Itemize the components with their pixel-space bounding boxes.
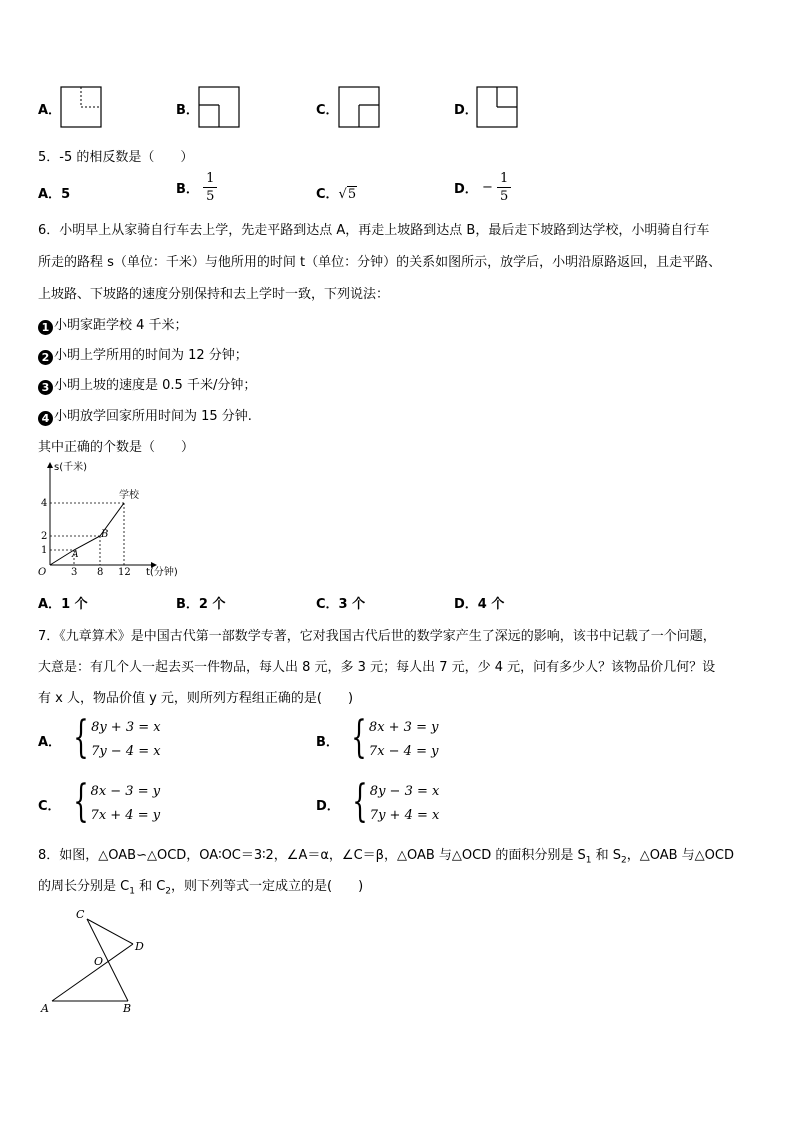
q6-statement-3: 3 小明上坡的速度是 0.5 千米/分钟； — [38, 374, 256, 395]
q7-line-1: 7．《九章算术》是中国古代第一部数学专著，它对我国古代后世的数学家产生了深远的影响，该书中记载了一个问题， — [38, 629, 716, 644]
q8-line-2: 的周长分别是 $C_1$ 和 $C_2$，则下列等式一定成立的是( ) — [38, 879, 364, 897]
q4-option-b-label: B． — [176, 103, 199, 118]
q4-option-c-label: C． — [316, 103, 339, 118]
q6-line-1: 6．小明早上从家骑自行车去上学，先走平路到达点 A，再走上坡路到达点 B，最后走下坡路到达学校，小明骑自行车 — [38, 223, 710, 238]
vertex-b-label: B — [123, 1002, 132, 1015]
y-tick-4: 4 — [41, 498, 48, 509]
q6-option-a: A．1 个 — [38, 597, 88, 612]
brace-icon: { — [352, 776, 368, 827]
circled-number-icon: 4 — [38, 411, 53, 426]
brace-icon: { — [351, 712, 367, 763]
path-line — [50, 503, 124, 565]
q7-option-d: D． { 8y − 3 = x 7y + 4 = x — [316, 776, 440, 827]
q6-line-3: 上坡路、下坡路的速度分别保持和去上学时一致，下列说法： — [38, 287, 390, 302]
q6-statement-2: 2 小明上学所用的时间为 12 分钟； — [38, 344, 248, 365]
point-b-label: B — [101, 529, 109, 540]
q5-option-c: C．√5 — [316, 187, 357, 202]
q4-option-b-figure — [198, 86, 240, 128]
q7-option-c: C． { 8x − 3 = y 7x + 4 = y — [38, 776, 161, 827]
q4-option-a-figure — [60, 86, 102, 128]
q4-option-d-figure — [476, 86, 518, 128]
q6-statement-1: 1 小明家距学校 4 千米； — [38, 314, 188, 335]
y-axis-label: s(千米) — [54, 462, 88, 473]
circled-number-icon: 3 — [38, 380, 53, 395]
q6-option-c: C．3 个 — [316, 597, 366, 612]
q5-stem: 5．-5 的相反数是（ ） — [38, 150, 194, 165]
segment-ad — [52, 944, 133, 1001]
x-axis-label: t(分钟) — [146, 567, 178, 578]
fraction: $\frac{1}{5}$ — [497, 172, 511, 203]
vertex-d-label: D — [135, 940, 144, 953]
origin-label: O — [38, 567, 47, 578]
q6-line-2: 所走的路程 s（单位：千米）与他所用的时间 t（单位：分钟）的关系如图所示，放学后，小明沿原路返回，且走平路、 — [38, 255, 722, 270]
circled-number-icon: 2 — [38, 350, 53, 365]
fraction: $\frac{1}{5}$ — [203, 172, 217, 203]
vertex-c-label: C — [76, 908, 85, 921]
q4-option-d-label: D． — [454, 103, 478, 118]
y-tick-1: 1 — [41, 545, 48, 556]
point-a-label: A — [72, 550, 79, 560]
q7-line-2: 大意是：有几个人一起去买一件物品，每人出 8 元，多 3 元；每人出 7 元，少 4 元，问有多少人？该物品价几何？设 — [38, 660, 716, 675]
x-tick-12: 12 — [118, 567, 131, 578]
q5-option-a: A．5 — [38, 187, 71, 202]
x-tick-3: 3 — [71, 567, 78, 578]
vertex-a-label: A — [41, 1002, 49, 1015]
q5-option-d: D． − $\frac{1}{5}$ — [454, 172, 511, 203]
q6-statement-4: 4 小明放学回家所用时间为 15 分钟. — [38, 405, 252, 426]
q4-option-c-figure — [338, 86, 380, 128]
q7-option-b: B． { 8x + 3 = y 7x − 4 = y — [316, 712, 439, 763]
y-tick-2: 2 — [41, 531, 48, 542]
q7-option-a: A． { 8y + 3 = x 7y − 4 = x — [38, 712, 161, 763]
q8-line-1: 8．如图，△OAB∽△OCD，OA∶OC＝3∶2，∠A＝α，∠C＝β，△OAB 与△OCD 的面积分别是 $S_1$ 和 $S_2$，△OAB 与△OCD — [38, 848, 734, 866]
q6-distance-time-graph — [34, 458, 184, 580]
q6-question: 其中正确的个数是（ ） — [38, 440, 195, 455]
brace-icon: { — [72, 776, 89, 827]
x-tick-8: 8 — [97, 567, 104, 578]
school-label: 学校 — [119, 490, 139, 501]
q6-option-b: B．2 个 — [176, 597, 226, 612]
q7-line-3: 有 x 人，物品价值 y 元，则所列方程组正确的是( ) — [38, 691, 354, 706]
q6-option-d: D．4 个 — [454, 597, 505, 612]
square-root: √5 — [338, 187, 357, 202]
segment-cd — [87, 919, 133, 944]
q8-triangle-figure — [36, 906, 156, 1016]
circled-number-icon: 1 — [38, 320, 53, 335]
brace-icon: { — [73, 712, 89, 763]
q5-option-b: B． $\frac{1}{5}$ — [176, 172, 217, 203]
point-o-label: O — [94, 955, 104, 968]
q4-option-a-label: A． — [38, 103, 62, 118]
